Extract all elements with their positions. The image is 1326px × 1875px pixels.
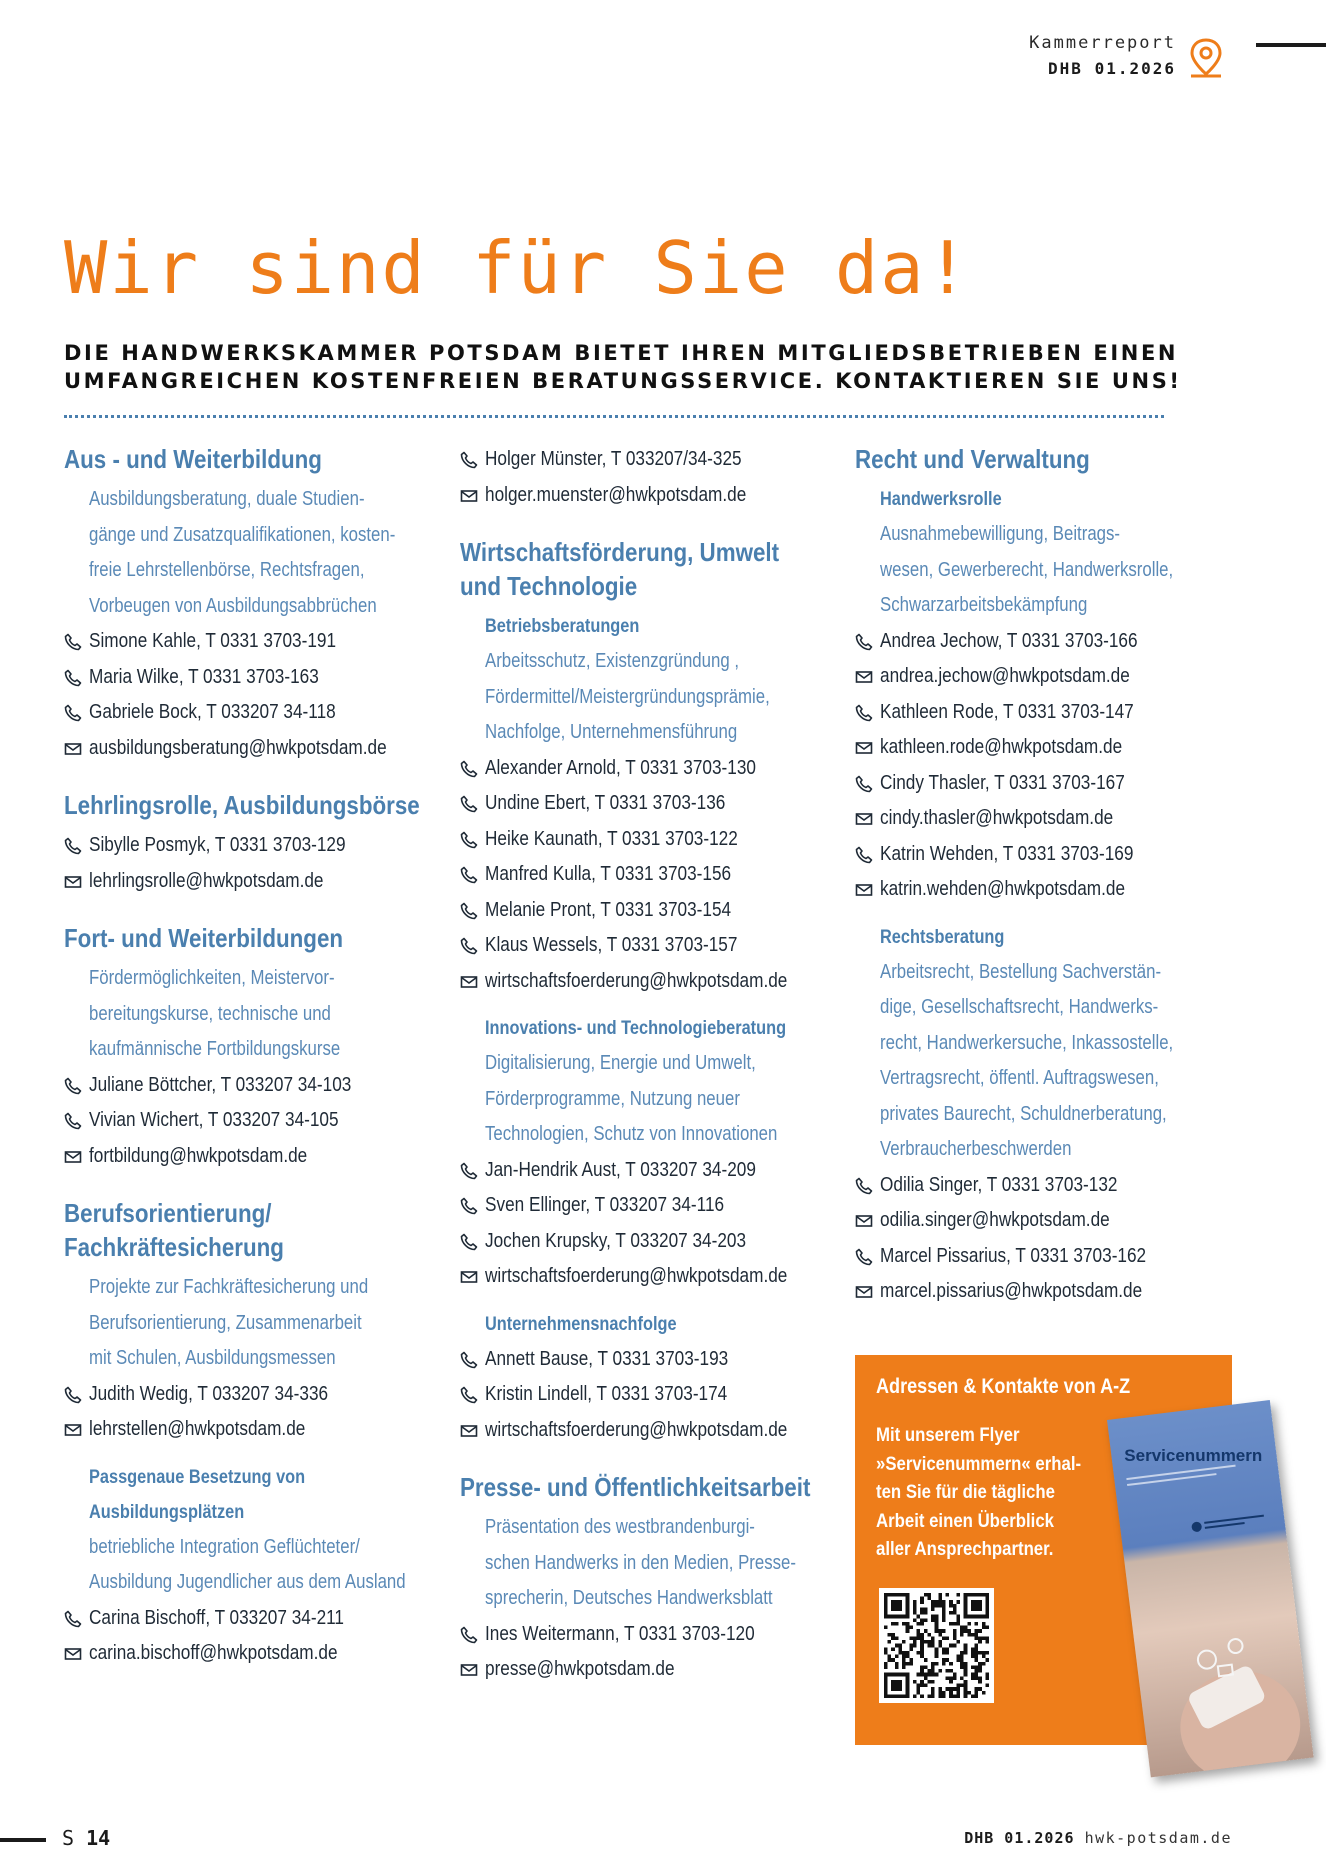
section-description: Berufsorientierung, Zusammenarbeit <box>89 1311 362 1334</box>
envelope-icon <box>64 1421 82 1439</box>
email-contact[interactable]: kathleen.rode@hwkpotsdam.de <box>855 730 1255 766</box>
phone-icon <box>460 1162 478 1180</box>
flyer-title: Servicenummern <box>1124 1446 1263 1466</box>
phone-icon <box>64 1077 82 1095</box>
page-subtitle <box>64 339 1184 395</box>
phone-icon <box>855 633 873 651</box>
email-contact[interactable]: wirtschaftsfoerderung@hwkpotsdam.de <box>460 1259 855 1295</box>
section-heading: Aus - und Weiterbildung <box>64 444 322 474</box>
phone-icon <box>460 1351 478 1369</box>
envelope-icon <box>460 1422 478 1440</box>
email-contact[interactable]: marcel.pissarius@hwkpotsdam.de <box>855 1274 1255 1310</box>
email-contact[interactable]: lehrlingsrolle@hwkpotsdam.de <box>64 864 454 900</box>
envelope-icon <box>855 1212 873 1230</box>
section-heading: Lehrlingsrolle, Ausbildungsbörse <box>64 790 420 820</box>
section-description: Verbraucherbeschwerden <box>880 1138 1072 1160</box>
section-label: Kammerreport <box>1029 33 1176 53</box>
envelope-icon <box>64 740 82 758</box>
column-left <box>64 442 454 1672</box>
phone-contact: Odilia Singer, T 0331 3703-132 <box>855 1168 1255 1204</box>
envelope-icon <box>855 881 873 899</box>
column-middle <box>460 442 855 1688</box>
section-description: Schwarzarbeitsbekämpfung <box>880 594 1088 616</box>
email-contact[interactable]: ausbildungsberatung@hwkpotsdam.de <box>64 731 454 767</box>
phone-contact: Katrin Wehden, T 0331 3703-169 <box>855 837 1255 873</box>
section-description: Fördermittel/Meistergründungsprämie, <box>485 685 770 708</box>
phone-contact: Ines Weitermann, T 0331 3703-120 <box>460 1617 855 1653</box>
subtitle-line: UMFANGREICHEN KOSTENFREIEN BERATUNGSSERVICE. KONTAKTIEREN SIE UNS! <box>64 369 1182 393</box>
phone-icon <box>460 795 478 813</box>
envelope-icon <box>460 973 478 991</box>
email-contact[interactable]: fortbildung@hwkpotsdam.de <box>64 1139 454 1175</box>
section-description: Ausbildung Jugendlicher aus dem Ausland <box>89 1571 406 1593</box>
phone-icon <box>460 1197 478 1215</box>
footer-info <box>964 1829 1232 1847</box>
page-number: S 14 <box>62 1826 111 1850</box>
email-contact[interactable]: wirtschaftsfoerderung@hwkpotsdam.de <box>460 964 855 1000</box>
phone-contact: Carina Bischoff, T 033207 34-211 <box>64 1601 454 1637</box>
section-description: dige, Gesellschaftsrecht, Handwerks- <box>880 996 1159 1018</box>
promo-line: »Servicenummern« erhal- <box>876 1452 1082 1475</box>
phone-contact: Annett Bause, T 0331 3703-193 <box>460 1342 855 1378</box>
phone-icon <box>855 846 873 864</box>
section-description: Technologien, Schutz von Innovationen <box>485 1123 778 1145</box>
envelope-icon <box>64 1645 82 1663</box>
phone-icon <box>855 775 873 793</box>
phone-contact: Sibylle Posmyk, T 0331 3703-129 <box>64 828 454 864</box>
column-right <box>855 442 1255 1310</box>
envelope-icon <box>855 739 873 757</box>
phone-contact: Andrea Jechow, T 0331 3703-166 <box>855 624 1255 660</box>
phone-icon <box>460 760 478 778</box>
phone-icon <box>460 866 478 884</box>
phone-contact: Simone Kahle, T 0331 3703-191 <box>64 624 454 660</box>
envelope-icon <box>64 1148 82 1166</box>
promo-text <box>876 1421 1081 1564</box>
section-description: mit Schulen, Ausbildungsmessen <box>89 1347 336 1369</box>
section-description: sprecherin, Deutsches Handwerksblatt <box>485 1587 773 1609</box>
phone-contact: Manfred Kulla, T 0331 3703-156 <box>460 857 855 893</box>
phone-icon <box>460 831 478 849</box>
phone-contact: Maria Wilke, T 0331 3703-163 <box>64 660 454 696</box>
phone-icon <box>460 451 478 469</box>
location-pin-icon <box>1186 36 1226 80</box>
subsection-heading: Passgenaue Besetzung von <box>89 1466 306 1488</box>
section-description: Nachfolge, Unternehmensführung <box>485 721 738 743</box>
section-description: wesen, Gewerberecht, Handwerksrolle, <box>880 558 1174 581</box>
section-description: bereitungskurse, technische und <box>89 1002 331 1025</box>
footer-website[interactable]: hwk-potsdam.de <box>1084 1829 1232 1847</box>
subtitle-line: DIE HANDWERKSKAMMER POTSDAM BIETET IHREN MITGLIEDSBETRIEBEN EINEN <box>64 341 1179 365</box>
email-contact[interactable]: katrin.wehden@hwkpotsdam.de <box>855 872 1255 908</box>
flyer-logo-icon <box>1190 1511 1271 1535</box>
subsection-heading: Innovations- und Technologieberatung <box>485 1018 787 1039</box>
phone-contact: Gabriele Bock, T 033207 34-118 <box>64 695 454 731</box>
section-description: privates Baurecht, Schuldnerberatung, <box>880 1102 1167 1125</box>
phone-icon <box>460 1386 478 1404</box>
hand-with-phone-icon <box>1143 1609 1311 1777</box>
email-contact[interactable]: andrea.jechow@hwkpotsdam.de <box>855 659 1255 695</box>
section-description: betriebliche Integration Geflüchteter/ <box>89 1535 360 1558</box>
qr-code[interactable] <box>879 1588 994 1703</box>
phone-contact: Cindy Thasler, T 0331 3703-167 <box>855 766 1255 802</box>
section-description: Ausnahmebewilligung, Beitrags- <box>880 523 1121 545</box>
envelope-icon <box>460 1268 478 1286</box>
section-description: Ausbildungsberatung, duale Studien- <box>89 488 365 510</box>
page-title: Wir sind für Sie da! <box>64 226 971 310</box>
section-description: Arbeitsrecht, Bestellung Sachverstän- <box>880 960 1162 983</box>
section-description: Arbeitsschutz, Existenzgründung , <box>485 650 740 672</box>
promo-heading: Adressen & Kontakte von A-Z <box>876 1375 1131 1398</box>
phone-contact: Kristin Lindell, T 0331 3703-174 <box>460 1377 855 1413</box>
promo-line: Mit unserem Flyer <box>876 1424 1020 1446</box>
phone-icon <box>460 937 478 955</box>
section-description: Förderprogramme, Nutzung neuer <box>485 1087 740 1110</box>
envelope-icon <box>855 810 873 828</box>
section-heading: Wirtschaftsförderung, Umwelt <box>460 537 780 567</box>
section-description: freie Lehrstellenbörse, Rechtsfragen, <box>89 559 365 581</box>
footer-issue: DHB 01.2026 <box>964 1829 1075 1847</box>
section-heading: und Technologie <box>460 571 638 601</box>
phone-contact: Holger Münster, T 033207/34-325 <box>460 442 855 478</box>
phone-contact: Alexander Arnold, T 0331 3703-130 <box>460 751 855 787</box>
phone-icon <box>855 704 873 722</box>
phone-icon <box>855 1177 873 1195</box>
subsection-heading: Handwerksrolle <box>880 489 1002 510</box>
phone-icon <box>64 1610 82 1628</box>
phone-contact: Heike Kaunath, T 0331 3703-122 <box>460 822 855 858</box>
section-heading: Fachkräftesicherung <box>64 1232 284 1262</box>
section-description: Projekte zur Fachkräftesicherung und <box>89 1276 369 1298</box>
phone-contact: Judith Wedig, T 033207 34-336 <box>64 1377 454 1413</box>
section-heading: Berufsorientierung/ <box>64 1198 272 1228</box>
issue-label: DHB 01.2026 <box>1048 59 1176 78</box>
email-contact[interactable]: odilia.singer@hwkpotsdam.de <box>855 1203 1255 1239</box>
section-description: Fördermöglichkeiten, Meistervor- <box>89 967 335 989</box>
subsection-heading: Betriebsberatungen <box>485 616 640 637</box>
phone-contact: Juliane Böttcher, T 033207 34-103 <box>64 1068 454 1104</box>
phone-contact: Undine Ebert, T 0331 3703-136 <box>460 786 855 822</box>
phone-contact: Sven Ellinger, T 033207 34-116 <box>460 1188 855 1224</box>
page-header <box>1029 33 1176 78</box>
section-description: recht, Handwerkersuche, Inkassostelle, <box>880 1031 1174 1054</box>
phone-contact: Melanie Pront, T 0331 3703-154 <box>460 893 855 929</box>
phone-icon <box>64 669 82 687</box>
header-rule <box>1256 43 1326 47</box>
phone-contact: Klaus Wessels, T 0331 3703-157 <box>460 928 855 964</box>
email-contact[interactable]: presse@hwkpotsdam.de <box>460 1652 855 1688</box>
envelope-icon <box>64 873 82 891</box>
qr-code-icon <box>884 1593 989 1698</box>
email-contact[interactable]: carina.bischoff@hwkpotsdam.de <box>64 1636 454 1672</box>
section-heading: Recht und Verwaltung <box>855 444 1090 474</box>
phone-icon <box>460 1626 478 1644</box>
phone-contact: Kathleen Rode, T 0331 3703-147 <box>855 695 1255 731</box>
phone-icon <box>855 1248 873 1266</box>
phone-contact: Vivian Wichert, T 033207 34-105 <box>64 1103 454 1139</box>
section-heading: Presse- und Öffentlichkeitsarbeit <box>460 1472 811 1502</box>
promo-line: Arbeit einen Überblick <box>876 1509 1054 1532</box>
section-description: Vorbeugen von Ausbildungsabbrüchen <box>89 594 377 617</box>
phone-icon <box>460 1233 478 1251</box>
section-description: Vertragsrecht, öffentl. Auftragswesen, <box>880 1067 1159 1089</box>
phone-icon <box>64 633 82 651</box>
section-description: kaufmännische Fortbildungskurse <box>89 1038 341 1060</box>
phone-icon <box>460 902 478 920</box>
subsection-heading: Rechtsberatung <box>880 926 1005 948</box>
email-contact[interactable]: wirtschaftsfoerderung@hwkpotsdam.de <box>460 1413 855 1449</box>
email-contact[interactable]: lehrstellen@hwkpotsdam.de <box>64 1412 454 1448</box>
phone-icon <box>64 1112 82 1130</box>
envelope-icon <box>855 668 873 686</box>
dotted-divider <box>64 415 1164 418</box>
footer-rule <box>0 1838 46 1842</box>
envelope-icon <box>460 487 478 505</box>
envelope-icon <box>855 1283 873 1301</box>
phone-icon <box>64 1386 82 1404</box>
section-description: Digitalisierung, Energie und Umwelt, <box>485 1052 756 1074</box>
promo-line: ten Sie für die tägliche <box>876 1481 1055 1504</box>
subsection-heading: Unternehmensnachfolge <box>485 1313 677 1335</box>
section-description: Präsentation des westbrandenburgi- <box>485 1516 755 1538</box>
promo-line: aller Ansprechpartner. <box>876 1538 1054 1561</box>
phone-contact: Marcel Pissarius, T 0331 3703-162 <box>855 1239 1255 1275</box>
email-contact[interactable]: cindy.thasler@hwkpotsdam.de <box>855 801 1255 837</box>
section-description: gänge und Zusatzqualifikationen, kosten- <box>89 523 396 546</box>
section-heading: Fort- und Weiterbildungen <box>64 923 344 953</box>
email-contact[interactable]: holger.muenster@hwkpotsdam.de <box>460 478 855 514</box>
phone-icon <box>64 704 82 722</box>
phone-contact: Jochen Krupsky, T 033207 34-203 <box>460 1224 855 1260</box>
section-description: schen Handwerks in den Medien, Presse- <box>485 1551 796 1574</box>
envelope-icon <box>460 1661 478 1679</box>
subsection-heading: Ausbildungsplätzen <box>89 1501 245 1523</box>
phone-contact: Jan-Hendrik Aust, T 033207 34-209 <box>460 1153 855 1189</box>
phone-icon <box>64 837 82 855</box>
